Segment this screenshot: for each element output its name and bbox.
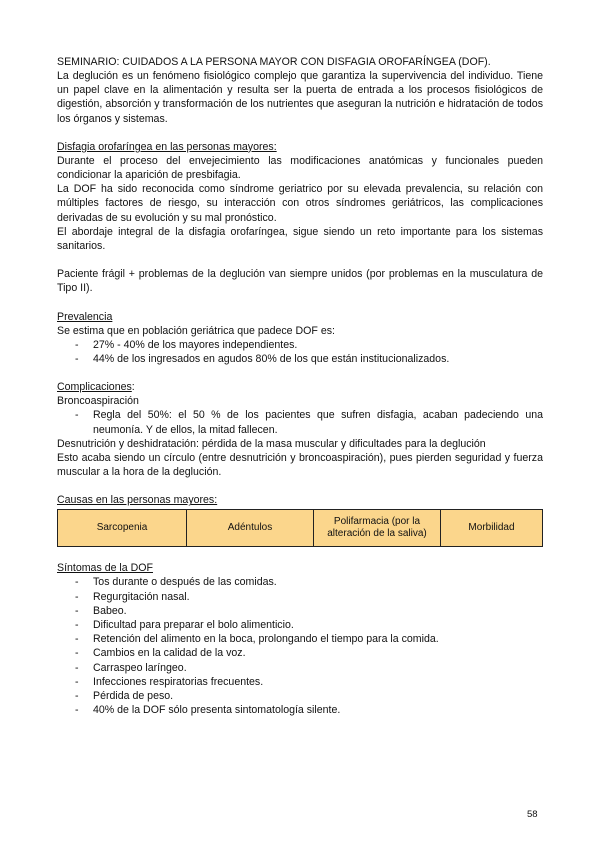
list-item: - Babeo. bbox=[57, 604, 543, 618]
section-heading-causas: Causas en las personas mayores: bbox=[57, 494, 218, 507]
symptoms-list bbox=[57, 575, 543, 717]
document-title: SEMINARIO: CUIDADOS A LA PERSONA MAYOR CON DISFAGIA OROFARÍNGEA (DOF). bbox=[57, 56, 491, 68]
list-item: - Dificultad para preparar el bolo alimenticio. bbox=[57, 618, 543, 632]
table-cell-morbilidad: Morbilidad bbox=[441, 510, 543, 547]
list-item: - 27% - 40% de los mayores independientes. bbox=[57, 338, 543, 352]
list-item: - Regurgitación nasal. bbox=[57, 590, 543, 604]
heading-colon: : bbox=[131, 381, 135, 394]
paragraph-paciente-fragil: Paciente frágil + problemas de la deglución van siempre unidos (por problemas en la musculatura de Tipo II). bbox=[57, 268, 543, 295]
intro-paragraph: La deglución es un fenómeno fisiológico complejo que garantiza la supervivencia del individuo. Tiene un papel clave en la alimentación y resulta ser la puerta de entrada a los procesos fisiológicos de digestión, absorción y transformación de los nutrientes que aseguran la nutrición e hidratación de todos los órganos y sistemas. bbox=[57, 70, 543, 125]
table-row bbox=[58, 510, 543, 547]
section-heading-prevalencia: Prevalencia bbox=[57, 310, 113, 323]
section-heading-sintomas: Síntomas de la DOF bbox=[57, 562, 153, 575]
prevalence-list bbox=[57, 338, 543, 366]
paragraph-desnutricion: Desnutrición y deshidratación: pérdida de la masa muscular y dificultades para la deglución bbox=[57, 437, 486, 450]
paragraph-sindrome-geriatrico: La DOF ha sido reconocida como síndrome geriatrico por su elevada prevalencia, su relación con múltiples factores de riesgo, su interacción con otros síndromes geriátricos, las complicaciones derivadas de su evolución y su mal pronóstico. bbox=[57, 183, 543, 224]
list-item: - Regla del 50%: el 50 % de los pacientes que sufren disfagia, acaban padeciendo una neumonía. Y de ellos, la mitad fallecen. bbox=[57, 408, 543, 436]
list-item: - Carraspeo laríngeo. bbox=[57, 661, 543, 675]
subheading-broncoaspiracion: Broncoaspiración bbox=[57, 395, 139, 408]
list-item: - 40% de la DOF sólo presenta sintomatología silente. bbox=[57, 703, 543, 717]
paragraph-circulo: Esto acaba siendo un círculo (entre desnutrición y broncoaspiración), pues pierden seguridad y fuerza muscular a la hora de la deglución. bbox=[57, 452, 543, 479]
list-item: - Pérdida de peso. bbox=[57, 689, 543, 703]
document-page bbox=[57, 55, 543, 718]
list-item: - Tos durante o después de las comidas. bbox=[57, 575, 543, 589]
section-heading-complicaciones: Complicaciones bbox=[57, 381, 132, 394]
table-cell-adentulos: Adéntulos bbox=[187, 510, 314, 547]
causes-table bbox=[57, 509, 543, 547]
list-item: - Retención del alimento en la boca, prolongando el tiempo para la comida. bbox=[57, 632, 543, 646]
paragraph-abordaje: El abordaje integral de la disfagia orofaríngea, sigue siendo un reto importante para los sistemas sanitarios. bbox=[57, 225, 543, 253]
complications-list bbox=[57, 408, 543, 436]
table-cell-sarcopenia: Sarcopenia bbox=[58, 510, 187, 547]
table-cell-polifarmacia: Polifarmacia (por la alteración de la saliva) bbox=[314, 510, 441, 547]
paragraph-prevalencia: Se estima que en población geriátrica que padece DOF es: bbox=[57, 324, 335, 337]
page-number: 58 bbox=[527, 809, 538, 820]
section-heading-disfagia: Disfagia orofaríngea en las personas mayores: bbox=[57, 140, 277, 153]
list-item: - Infecciones respiratorias frecuentes. bbox=[57, 675, 543, 689]
section-heading-complicaciones-wrap bbox=[57, 380, 543, 394]
list-item: - 44% de los ingresados en agudos 80% de los que están institucionalizados. bbox=[57, 352, 543, 366]
list-item: - Cambios en la calidad de la voz. bbox=[57, 646, 543, 660]
paragraph-envejecimiento: Durante el proceso del envejecimiento las modificaciones anatómicas y funcionales pueden condicionar la aparición de presbifagia. bbox=[57, 154, 543, 182]
